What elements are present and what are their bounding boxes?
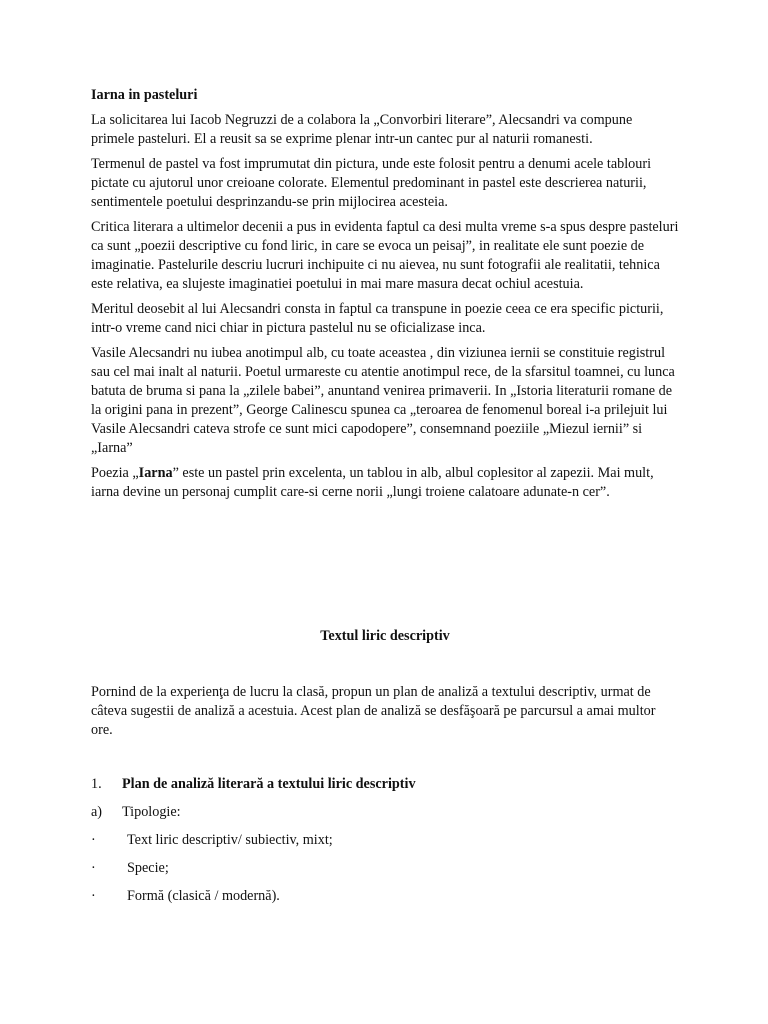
section-heading: Iarna in pasteluri	[91, 87, 198, 103]
bullet-text-1: Text liric descriptiv/ subiectiv, mixt;	[127, 832, 333, 848]
paragraph-1: La solicitarea lui Iacob Negruzzi de a colabora la „Convorbiri literare”, Alecsandri va compune primele pasteluri. El a reusit sa se exprime plenar intr-un cantec pur al naturii romanesti.	[91, 112, 633, 147]
bullet-marker: ·	[91, 860, 96, 876]
bullet-text-3: Formă (clasică / modernă).	[127, 888, 280, 904]
bullet-item	[91, 831, 679, 850]
bullet-text-2: Specie;	[127, 860, 169, 876]
sub-marker: a)	[91, 804, 103, 820]
paragraph-5: Vasile Alecsandri nu iubea anotimpul alb, cu toate aceastea , din viziunea iernii se constituie registrul sau cel mai inalt al naturii. Poetul urmareste cu atentie anotimpul rece, de la sfarsitul toamnei, cu lunca batuta de bruma si pana la „zilele babei”, anuntand venirea primaverii. In „Istoria literaturii romane de la origini pana in prezent”, George Calinescu spunea ca „teroarea de fenomenul boreal i-a prilejuit lui Vasile Alecsandri cateva strofe ce sunt mici capodopere”, consemnand poeziile „Miezul iernii” si „Iarna”	[91, 345, 675, 456]
plan-number: 1.	[91, 776, 102, 792]
bullet-marker: ·	[91, 832, 96, 848]
section-2-title: Textul liric descriptiv	[320, 628, 450, 644]
analysis-plan	[91, 775, 679, 915]
paragraph-4: Meritul deosebit al lui Alecsandri consta in faptul ca transpune in poezie ceea ce era specific picturii, intr-o vreme cand nici chiar in pictura pastelul nu se oficializase inca.	[91, 301, 664, 336]
document-page	[91, 86, 679, 904]
paragraph-2: Termenul de pastel va fost imprumutat din pictura, unde este folosit pentru a denumi acele tablouri pictate cu ajutorul unor creioane colorate. Elementul predominant in pastel este descrierea naturii, sentimentele poetului desprinzandu-se prin mijlocirea acesteia.	[91, 156, 652, 210]
paragraph-6-pre: Poezia „	[91, 465, 139, 481]
section-2-intro: Pornind de la experienţa de lucru la clasă, propun un plan de analiză a textului descriptiv, urmat de câteva sugestii de analiză a acestuia. Acest plan de analiză se desfăşoară pe parcursul a amai multor ore.	[91, 684, 656, 738]
section-2-intro-block	[91, 683, 679, 746]
paragraph-6	[91, 464, 679, 502]
bullet-item	[91, 859, 679, 878]
paragraph-6-post: ” este un pastel prin excelenta, un tablou in alb, albul coplesitor al zapezii. Mai mult, iarna devine un personaj cumplit care-si cerne norii „lungi troiene calatoare adunate-n cer”.	[91, 465, 654, 500]
plan-title: Plan de analiză literară a textului liric descriptiv	[122, 776, 416, 792]
sub-label: Tipologie:	[122, 804, 181, 820]
paragraph-3: Critica literara a ultimelor decenii a pus in evidenta faptul ca desi multa vreme s-a spus despre pasteluri ca sunt „poezii descriptive cu fond liric, in care se evoca un peisaj”, in realitate ele sunt poezie de imaginatie. Pastelurile descriu lucruri inchipuite ci nu aievea, nu sunt fotografii ale realitatii, tehnica este relativa, ea slujeste imaginatiei poetului in mai mare masura decat ochiul acestuia.	[91, 219, 679, 292]
poem-title-iarna: Iarna	[138, 465, 173, 481]
bullet-item	[91, 887, 679, 906]
plan-subitem-row	[91, 803, 679, 822]
bullet-marker: ·	[91, 888, 96, 904]
plan-heading-row	[91, 775, 679, 794]
